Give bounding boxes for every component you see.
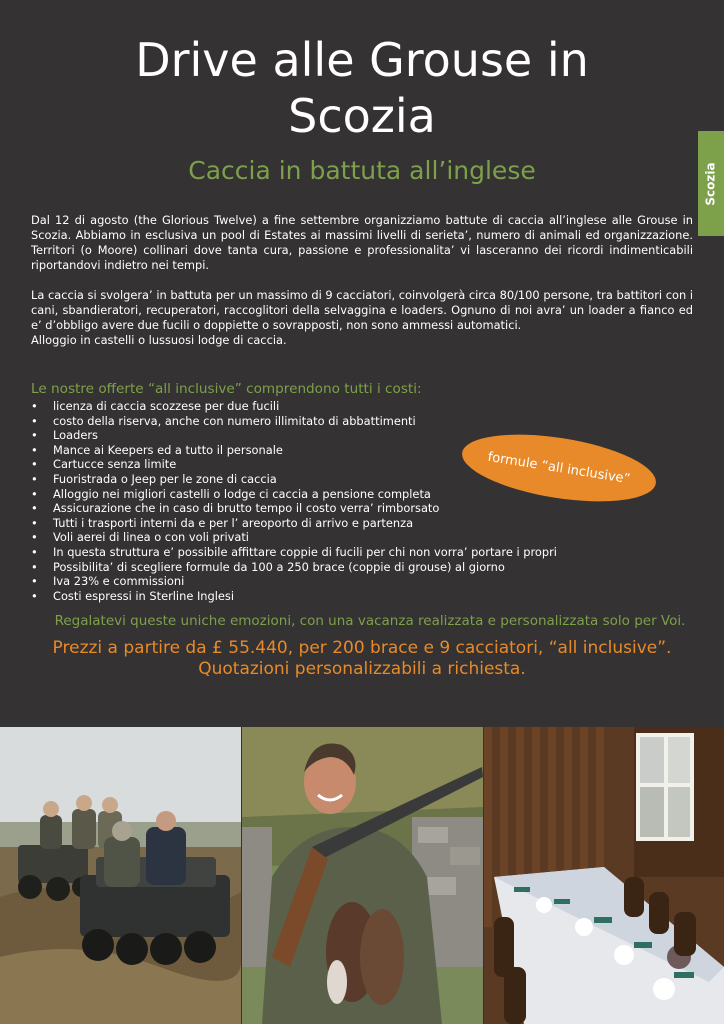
price-info xyxy=(0,638,724,680)
side-tab-label: Scozia xyxy=(704,161,719,206)
price-line-1: Prezzi a partire da £ 55.440, per 200 brace e 9 cacciatori, “all inclusive”. xyxy=(52,638,672,658)
list-item: • In questa struttura e’ possibile affittare coppie di fucili per chi non vorra’ portare i propri xyxy=(31,545,631,560)
list-item: • Iva 23% e commissioni xyxy=(31,574,631,589)
hunt-description xyxy=(31,288,693,348)
list-item: • Mance ai Keepers ed a tutto il personale xyxy=(31,443,631,458)
list-item: • Fuoristrada o Jeep per le zone di caccia xyxy=(31,472,631,487)
page-subtitle: Caccia in battuta all’inglese xyxy=(188,156,536,185)
offers-list xyxy=(31,399,631,603)
page-title xyxy=(0,32,724,144)
photo-atv-hunters xyxy=(0,727,241,1024)
title-line-2: Scozia xyxy=(288,89,436,143)
list-item: • Possibilita’ di scegliere formule da 100 a 250 brace (coppie di grouse) al giorno xyxy=(31,560,631,575)
price-line-2: Quotazioni personalizzabili a richiesta. xyxy=(198,659,526,679)
list-item: • Tutti i trasporti interni da e per l’ areoporto di arrivo e partenza xyxy=(31,516,631,531)
lodging-line: Alloggio in castelli o lussuosi lodge di caccia. xyxy=(31,333,287,347)
intro-paragraph: Dal 12 di agosto (the Glorious Twelve) a fine settembre organizziamo battute di caccia all’inglese alle Grouse in Scozia. Abbiamo in esclusiva un pool di Estates ai massimi livelli di serieta’, numero di animali ed organizzazione. Territori (o Moore) collinari dove tanta cura, passione e professionalita’ vi lasceranno dei ricordi indimenticabili riportandovi indietro nei tempi. xyxy=(31,213,693,272)
photo-hunter-with-grouse xyxy=(242,727,483,1024)
list-item: • Alloggio nei migliori castelli o lodge ci caccia a pensione completa xyxy=(31,487,631,502)
list-item: • Loaders xyxy=(31,428,631,443)
photo-lodge-dining-room xyxy=(484,727,724,1024)
list-item: • Voli aerei di linea o con voli privati xyxy=(31,530,631,545)
list-item: • Assicurazione che in caso di brutto tempo il costo verra’ rimborsato xyxy=(31,501,631,516)
side-tab xyxy=(698,131,724,236)
hunt-paragraph: La caccia si svolgera’ in battuta per un massimo di 9 cacciatori, coinvolgerà circa 80/100 persone, tra battitori con i cani, sbandieratori, recuperatori, raccoglitori della selvaggina e loaders. Ognuno di noi avra’ un loader a fianco ed e’ d’obbligo avere due fucili o doppiette o sovrapposti, non sono ammessi automatici. xyxy=(31,288,693,332)
offers-heading: Le nostre offerte “all inclusive” comprendono tutti i costi: xyxy=(31,381,422,397)
title-line-1: Drive alle Grouse in xyxy=(135,33,589,87)
list-item: • Cartucce senza limite xyxy=(31,457,631,472)
badge-label: formule “all inclusive” xyxy=(486,449,632,487)
tagline: Regalatevi queste uniche emozioni, con una vacanza realizzata e personalizzata solo per Voi. xyxy=(54,613,686,629)
list-item: • licenza di caccia scozzese per due fucili xyxy=(31,399,631,414)
photo-strip xyxy=(0,727,724,1024)
list-item: • costo della riserva, anche con numero illimitato di abbattimenti xyxy=(31,414,631,429)
list-item: • Costi espressi in Sterline Inglesi xyxy=(31,589,631,604)
